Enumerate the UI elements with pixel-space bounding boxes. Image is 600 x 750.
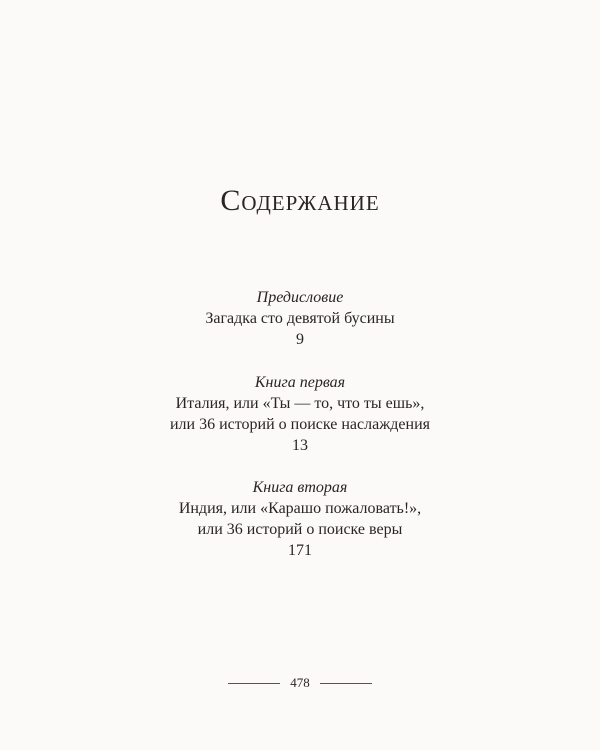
page-footer	[0, 674, 600, 692]
toc-entry-page: 13	[292, 437, 308, 454]
toc-entry-title-line-2: или 36 историй о поиске наслаждения	[169, 416, 430, 433]
page-number: 478	[290, 675, 310, 690]
toc-entry-label: Предисловие	[256, 289, 344, 306]
toc-entry-page: 171	[288, 542, 312, 559]
toc-entry-preface	[0, 287, 600, 350]
toc-entry-page: 9	[296, 331, 304, 348]
page-title: Содержание	[220, 184, 380, 217]
folio-rule-left	[228, 683, 280, 684]
folio-rule-right	[320, 683, 372, 684]
toc-entry-book-two	[0, 477, 600, 561]
toc-entry-title-line-1: Италия, или «Ты — то, что ты ешь»,	[175, 395, 425, 412]
toc-entry-title-line-2: или 36 историй о поиске веры	[197, 521, 403, 538]
toc-entry-label: Книга первая	[254, 374, 346, 391]
toc-entry-title: Загадка сто девятой бусины	[205, 310, 395, 327]
toc-entry-title-line-1: Индия, или «Карашо пожаловать!»,	[178, 500, 422, 517]
toc-entry-label: Книга вторая	[252, 479, 348, 496]
toc-entry-book-one	[0, 372, 600, 456]
